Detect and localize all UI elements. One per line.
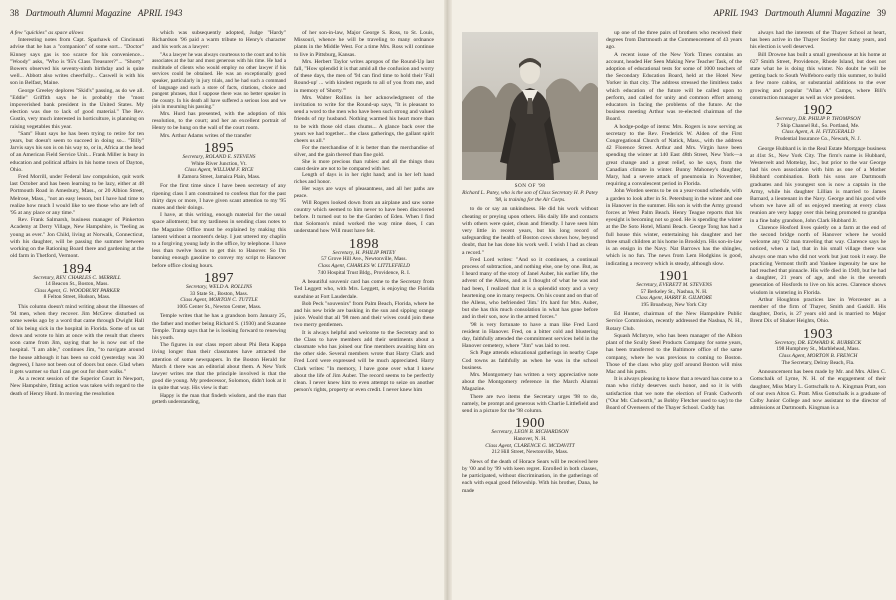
left-column-2 <box>152 30 286 592</box>
class-year-heading: 1897 <box>204 270 234 286</box>
paragraph: Fred Morrill, under Federal law compulsion, quit work last October and has been learning to be lazy, either at 48 Portmouth Road in Amesbury, Mass., or 20 Albion Street, Melrose, Mass., "not an easy lesson, but I have had time to realize how much I would like to see those who are left of '95 at any place or any time." <box>10 174 144 217</box>
class-year-heading: 1895 <box>204 140 234 156</box>
paragraph: George Greeley deplores "Skid's" passing, as do we all. "Eddie" Griffith says he is probably the "most impoverished bank president in the United States. My election was due to lack of good material." The Rev. Gustin, very much interested in horticulture, is planning on raising vegetables this year. <box>10 87 144 130</box>
class-year-heading: 1900 <box>515 416 545 432</box>
class-secretary: Secretary, DR. PHILIP P. THOMPSON <box>775 116 861 123</box>
scripture-verse: For the merchandise of it is better than the merchandise of silver, and the gain thereof than fine gold. <box>294 145 434 159</box>
class-agent-address: 212 Hill Street, Newtonville, Mass. <box>491 449 569 456</box>
class-secretary-address: 57 Grove Hill Ave., Newtonville, Mass. <box>321 256 407 263</box>
class-secretary: Secretary, REV. CHARLES C. MERRILL <box>33 274 121 281</box>
paragraph: of her son-in-law, Major George S. Ross, to St. Louis, Missouri, whence he will be traveling to many ordnance plants in the Middle West. For a time Mrs. Ross will continue to live in Pittsburg, Kansas. <box>294 30 434 58</box>
paragraph: Announcement has been made by Mr. and Mrs. Allen C. Gottschalk of Lyme, N. H. of the engagement of their daughter, Miss Mary L. Gottschalk to A. Kingman Pratt, son of our own Alton G. Pratt. Miss Gottschalk is a graduate of Colby Junior College and now assistant to the director of admissions at Dartmouth. Kingman is a <box>750 369 886 412</box>
paragraph: Mrs. Herbert Taylor writes apropos of the Round-Up last fall, "How splendid it is that amid all the confusion and worry of these days, the men of '94 can find time to hold their 'Fall Round-up' ... with kindest regards to all of you from me, and in memory of 'Shorty.'" <box>294 58 434 94</box>
class-secretary-address: 198 Humphrey St., Marblehead, Mass. <box>776 346 860 353</box>
class-secretary-address: 57 Berkeley St., Nashua, N. H. <box>640 288 708 295</box>
class-year-heading: 1901 <box>659 268 689 284</box>
paragraph: It is always pleasing to know that a reward has come to a man who richly deserves such honor, and so it is with satisfaction that we note the election of Frank Cudworth ("Our Mr. Cudworth," as Bobby Fletcher used to say) to the Board of Overseers of the Thayer School. Cuddy has <box>606 376 742 411</box>
class-agent: Class Agent, MORTON B. FRENCH <box>778 353 858 360</box>
right-column-1 <box>462 30 598 592</box>
class-secretary-address: 7 Ship Channel Rd., So. Portland, Me. <box>776 122 860 129</box>
paragraph: Clarence Hosford lives quietly on a farm at the end of the second bridge north of Hanover where he would welcome any '02 man traveling that way. Clarence says he noticed, when a lad, that in his small village there was always one man who did not work but just took it easy. Be practicing Vermont thrift and Yankee ingenuity he saw he had reached that pinnacle. His wife died in 1940, but he had a daughter, 21 years of age, and she is the seventh generation of Hosfords to live on his acres. Clarence shows wisdom in wintering in Florida. <box>750 224 886 296</box>
paragraph: "Sam" Hunt says he has been trying to retire for ten years, but doesn't seem to succeed in doing so... "Billy" Jarvis says his son is on his way to, or in, Africa at the head of an American Field Service Unit... Frank Miller is busy in education and political affairs in his home town of Dayton, Ohio. <box>10 130 144 173</box>
class-secretary: Secretary, WELD A. ROLLINS <box>185 283 253 290</box>
class-agent-address: 1005 Center St., Newton Center, Mass. <box>176 303 262 310</box>
paragraph: John Worden seems to be on a year-round schedule, with a garden to look after in St. Petersburg in the winter and one in Hanover in the summer. His son is with the Army ground forces at West Palm Beach. Henry Teague reports that his eyesight is becoming not so good. He is spending the winter at the De Soto Hotel, Miami Beach. George Tong has had a full house this winter, entertaining his daughter and her three small children at his home in Brooklyn. His son-in-law is an ensign in the Navy. Nat Barrows has the shingles, which is no fun. The news from Lem Hodgkins is good, indicating a recovery which is steady, although slow. <box>606 188 742 267</box>
paragraph: Mrs. Hurd has presented, with the adoption of this resolution, to the court; and her an excellent portrait of Henry to be hung on the wall of the court room. <box>152 110 286 132</box>
paragraph: up one of the three pairs of brothers who received their degrees from Dartmouth at the Commencement of 43 years ago. <box>606 30 742 51</box>
paragraph: The figures in our class report about Phi Beta Kappa living longer than their classmates have attracted the attention of some newspapers. In the Boston Herald for March 4 there was an editorial about them. A New York lawyer writes me that the principle involved is that the good die young. My predecessor, Solomon, didn't look at it in quite that way. His view is that: <box>152 342 286 392</box>
paragraph: always had the interests of the Thayer School at heart, has been active in the Thayer Society for many years, and his election is well deserved. <box>750 30 886 51</box>
issue-date: APRIL 1943 <box>137 8 183 18</box>
class-agent-address: 195 Broadway, New York City <box>640 301 708 308</box>
paragraph: Sch Page attends educational gatherings in nearby Cape Cod towns as faithfully as when he was in the school business. <box>462 350 598 371</box>
photo-title: SON OF '98 <box>514 183 546 189</box>
class-agent-address: The Secretary, Delray Beach, Fla. <box>781 359 855 366</box>
issue-date: APRIL 1943 <box>713 8 759 18</box>
scripture-verse: She is more precious than rubies: and all the things thou canst desire are not to be compared with her. <box>294 158 434 172</box>
paragraph: Arthur Houghton practices law in Worcester as a member of the firm of Thayer, Smith and Gaskill. His daughter, Doris, is 27 years old and is married to Major Brent Dix of Shaker Heights, Ohio. <box>750 296 886 325</box>
photo-caption: Richard L. Patey, who is the son of Class Secretary H. P. Patey '98, is training for the Air Corps. <box>462 190 598 203</box>
paragraph: As a recent session of the Superior Court in Newport, New Hampshire, fitting action was taken with regard to the death of Henry Hurd. In moving the resolution <box>10 376 144 397</box>
paragraph: Interesting notes from Capt. Sparhawk of Cincinnati advise that he has a "companion" of some sort... "Doctor" Kinney says gas is too scarce for his convenience... "Woody" asks, "Who is '95's Class Treasurer?"... "Shorty" Bowers observed his seventy-ninth birthday and is quite well... Abbott also writes cheerfully... Caswell is with his son in Belfast, Maine. <box>10 37 144 87</box>
class-agent-address: 8 Felton Street, Hudson, Mass. <box>43 294 111 301</box>
class-agent: Class Agent, WILLIAM F. RICE <box>184 167 254 174</box>
paragraph: News of the death of Horace Sears will be received here by '00 and by '99 with keen regret. Enrolled in both classes, he participated, without discrimination, in the gatherings of each with equal good fellowship. With his brother, Dana, he made <box>462 458 598 494</box>
paragraph: Bill Drowne has built a small greenhouse at his home at 627 Smith Street, Providence, Rhode Island, but does not state what he is doing this winter. No doubt he will be getting back to South Wolfeboro early this summer, to build a few more cabins, or substantial additions to the ever growing and popular "Allan A" Camps, where Bill's construction manager as well as vice president. <box>750 51 886 101</box>
paragraph: Ed Hunter, chairman of the New Hampshire Public Service Commission, recently addressed the Nashua, N. H., Rotary Club. <box>606 311 742 332</box>
paragraph: A recent issue of the New York Times contains an account, headed Her Seen Making New Teacher Task, of the adoption of educational tests for some of 1000 teachers of the Secondary Education Board, held at the Hotel New Yorker in that city. The address stressed the limitless tasks which education of the future will be called upon to perform, and called for unity and common effort among educators in facing the problems of the future. At the business meeting Arthur was re-elected chairman of the Board. <box>606 51 742 123</box>
class-secretary-address: 14 Beacon St., Boston, Mass. <box>45 281 109 288</box>
paragraph: Fred Lord writes: "And so it continues, a continual process of subtraction, and nothing else, one by one. But, as I heard many of the story of Janel Auber, his earlier life, the advent of the Allens, and as I thought of what he was and had been, I realized that it is a splendid story and a very heartening one in many respects. On his count and on that of the Allens, who befriended 'Jim.' It's hard for Mrs. Auber, but she has this much consolation in what has gone before and in their son, now in the armed forces." <box>462 256 598 321</box>
class-agent: Class Agent, CHARLES W. LITTLEFIELD <box>318 263 410 270</box>
magazine-title: Dartmouth Alumni Magazine <box>25 8 132 18</box>
class-agent: Class Agent, HARRY B. GILMORE <box>635 295 713 302</box>
left-page <box>0 0 446 600</box>
paragraph: For the first time since I have been secretary of any ripening class I am constrained to confess that for the past thirty days or more, I have given scant attention to my '95 mates and their doings. <box>152 183 286 211</box>
class-secretary: Secretary, H. PHILIP PATEY <box>332 249 396 256</box>
class-agent: Class Agent, A. H. FITZGERALD <box>781 129 855 136</box>
paragraph: This column doesn't mind writing about the illnesses of '94 men, when they recover. Jim McGrew disturbed us some weeks ago by a word that came through Dwight Hall of his being sick in the hospital in Florida. Some of us sat down and wrote to him at once with the result that cheers soon came from Jim, saying that he is now out of the hospital. "I am able," continues Jim, "to navigate around the house although it has been so cold (yesterday was 30 degrees), I have not been out of doors but once. Glad when it gets warmer so that I can get out for short walks." <box>10 304 144 375</box>
class-agent-address: Prudential Insurance Co., Newark, N. J. <box>775 136 861 143</box>
paragraph: Mrs. Arthur Adams writes of the transfer <box>160 132 252 139</box>
class-agent-address: 740 Hospital Trust Bldg., Providence, R. I. <box>317 269 411 276</box>
right-column-2 <box>606 30 742 592</box>
paragraph: Bob Peck "souvenirs" from Palm Beach, Florida, where he and his new bride are basking in the sun and sipping orange juice. Would that all '98 men and their wives could join these two merry gentlemen. <box>294 300 434 329</box>
scripture-verse: Her ways are ways of pleasantness, and all her paths are peace. <box>294 186 434 199</box>
class-year-heading: 1903 <box>803 326 833 342</box>
paragraph: Mrs. Montgomery has written a very appreciative note about the Montgomery reference in the March Alumni Magazine. <box>462 372 598 393</box>
magazine-title: Dartmouth Alumni Magazine <box>764 8 871 18</box>
class-year-heading: 1894 <box>62 261 92 277</box>
paragraph: George Hubbard is in the Real Estate Mortgage business at 41st St., New York City. The firm's name is Hubbard, Westervelt and Mottelay, Inc., but prior to the war George had his own association with him as one of a Mother Hubbard combination. Both his sons are Dartmouth graduates and his youngest son is now a captain in the Army, while his daughter Lillian is married to James Barnard, a lieutenant in the Navy. George and his good wife whom we have all of us enjoyed meeting at every class reunion are very happy over this being promoted to grandpa in a fine baby grandson, John Clark Hubbard Jr. <box>750 145 886 224</box>
class-agent: Class Agent, MORTON C. TUTTLE <box>180 297 258 304</box>
class-secretary: Secretary, DR. EDWARD K. BURBECK <box>774 339 862 346</box>
class-secretary-address: 33 State St., Boston, Mass. <box>189 290 249 297</box>
page-number: 39 <box>877 8 886 18</box>
right-page <box>450 0 896 600</box>
left-column-1 <box>10 30 144 592</box>
paragraph: Squash McIntyre, who has been manager of the Albion plant of the Scully Steel Products Company for some years, has been transferred to the Baltimore office of the same company, where he was previous to coming to Boston. Those of the class who play golf around Boston will miss Mac and his putts. <box>606 332 742 375</box>
paragraph: '98 is very fortunate to have a man like Fred Lord resident in Hanover. Fred, on a bitter cold and blustering day, faithfully attended the commitment services held in the Hanover cemetery, where "Jim" was laid to rest. <box>462 321 598 350</box>
left-column-3 <box>294 30 434 592</box>
scripture-verse: Happy is the man that findeth wisdom, and the man that getteth understanding, <box>152 392 286 406</box>
class-year-heading: 1898 <box>349 236 379 252</box>
paragraph: Will Rogers looked down from an airplane and saw some country which seemed to him never to have been discovered before. It turned out to be the Garden of Eden. When I find that Solomon's mind worked the way mine does, I can understand how Will must have felt. <box>294 199 434 235</box>
class-agent-address: 8 Zamora Street, Jamaica Plain, Mass. <box>177 173 261 180</box>
class-secretary: Secretary, LEON B. RICHARDSON <box>491 429 569 436</box>
paragraph: to do or say an unkindness. He did his work without cheating or preying upon others. His daily life and contacts with others were quiet, clean and friendly. I have seen him very little in recent years, but his long record of safeguarding the health of Boston cows shows how, beyond doubt, that he has done his work well. I wish I had as clean a record." <box>462 206 598 256</box>
paragraph: I have, at this writing, enough material for the usual space allotment; but my tardiness in sending class notes to the Magazine Office must be explained by making this lament without a moment's delay. I just uttered my chaplin to a forgiving young lady in the office, by telephone. I have less than twelve hours to get this to Hanover. So I'm banning enough gasoline to convey my script to Hanover before office closing hours. <box>152 212 286 269</box>
paragraph: Rev. Frank Salmarsh, business manager of Pinkerton Academy at Derry Village, New Hampshire, is "feeling as young as ever." Jon Child, living at Norwalk, Connecticut, with his daughter, will be passing the summer between working on the Rationing Board there and gardening at the old farm in Thetford, Vermont. <box>10 217 144 260</box>
right-page-header <box>714 8 886 18</box>
quoted-resolution: "As a lawyer he was always courteous to the court and to his associates at the bar and most generous with his time. He had a multitude of clients who would employ no other lawyer if his services could be obtained. He was an exceptionally good speaker, particularly in jury trials, and he had such a command of language and such a store of facts, citations, choice and pungent phrases, that I suppose there was no better speaker in the county. In his death all have suffered a serious loss and we join in mourning his passing." <box>152 51 286 111</box>
paragraph: Mrs. Walter Rollins in her acknowledgment of the invitation to write for the Round-up says, "It is pleasant to send a word to the men who have been such strong and valued friends of my husband. Nothing warmed his heart more than to be with those old class chums... A glance back over the years we had together... the class gatherings, the gallant spirit cheers us all." <box>294 94 434 145</box>
class-agent: Class Agent, CLARENCE G. MCDAVITT <box>485 442 575 449</box>
section-caption: A few "quickies" as space allows <box>10 30 84 36</box>
paragraph: It is always helpful and welcome to the Secretary and to the Class to have members add their sentiments about a classmate who has joined our fine members awaiting him on the other side. Several members wrote that Harry Clark and Fred Lord were expressed will be much appreciated. Harry Clark writes: "In memory, I have gone over what I knew about the life of Jim Auber. The record seems to be perfectly clean. I never knew him to even attempt to seize on another person's rights, property or even credit. I never knew him <box>294 329 434 394</box>
left-page-header <box>10 8 182 18</box>
paragraph: which was subsequently adopted, Judge "Hardy" Richardson '96 paid a warm tribute to Henry's character and his work as a lawyer: <box>152 30 286 51</box>
class-secretary: Secretary, ROLAND E. STEVENS <box>182 153 256 160</box>
paragraph: A beautiful souvenir card has come to the Secretary from Ted Leggett who, with Mrs. Leggett, is enjoying the Florida sunshine at Fort Lauderdale. <box>294 279 434 300</box>
page-number: 38 <box>10 8 19 18</box>
right-column-3 <box>750 30 886 592</box>
paragraph: Temple writes that he has a grandson born January 25, the father and mother being Richard S. (1930) and Suzanne Temple. Tramp says that he is looking forward to renewing his youth. <box>152 313 286 341</box>
class-secretary-address: White River Junction, Vt. <box>191 160 247 167</box>
scripture-verse: Length of days is in her right hand; and in her left hand riches and honor. <box>294 172 434 186</box>
class-agent: Class Agent, G. WOODBURY PARKER <box>34 287 120 294</box>
portrait-photo <box>462 32 598 180</box>
class-secretary: Secretary, EVERETT M. STEVENS <box>636 281 712 288</box>
class-secretary-address: Hanover, N. H. <box>513 436 547 443</box>
class-year-heading: 1902 <box>803 103 833 119</box>
paragraph: There are two items the Secretary urges '98 to do, namely, be prompt and generous with Charlie Littlefield and send in a picture for the '98 column. <box>462 393 598 415</box>
paragraph: A hodge-podge of items: Mrs. Rogers is now serving as secretary to the Rev. Frederick W. Alden of the First Congregational Church of Natick, Mass., with the address 42 Florence Street. Arthur and Mrs. Virgin have been spending the winter at 140 East 48th Street, New York—a great change and a great relief, so he says, from the Canadian climate in winter. Bunny Mahoney's daughter, Mary, had a severe attack of pneumonia in November, requiring a convalescent period in Florida. <box>606 123 742 188</box>
